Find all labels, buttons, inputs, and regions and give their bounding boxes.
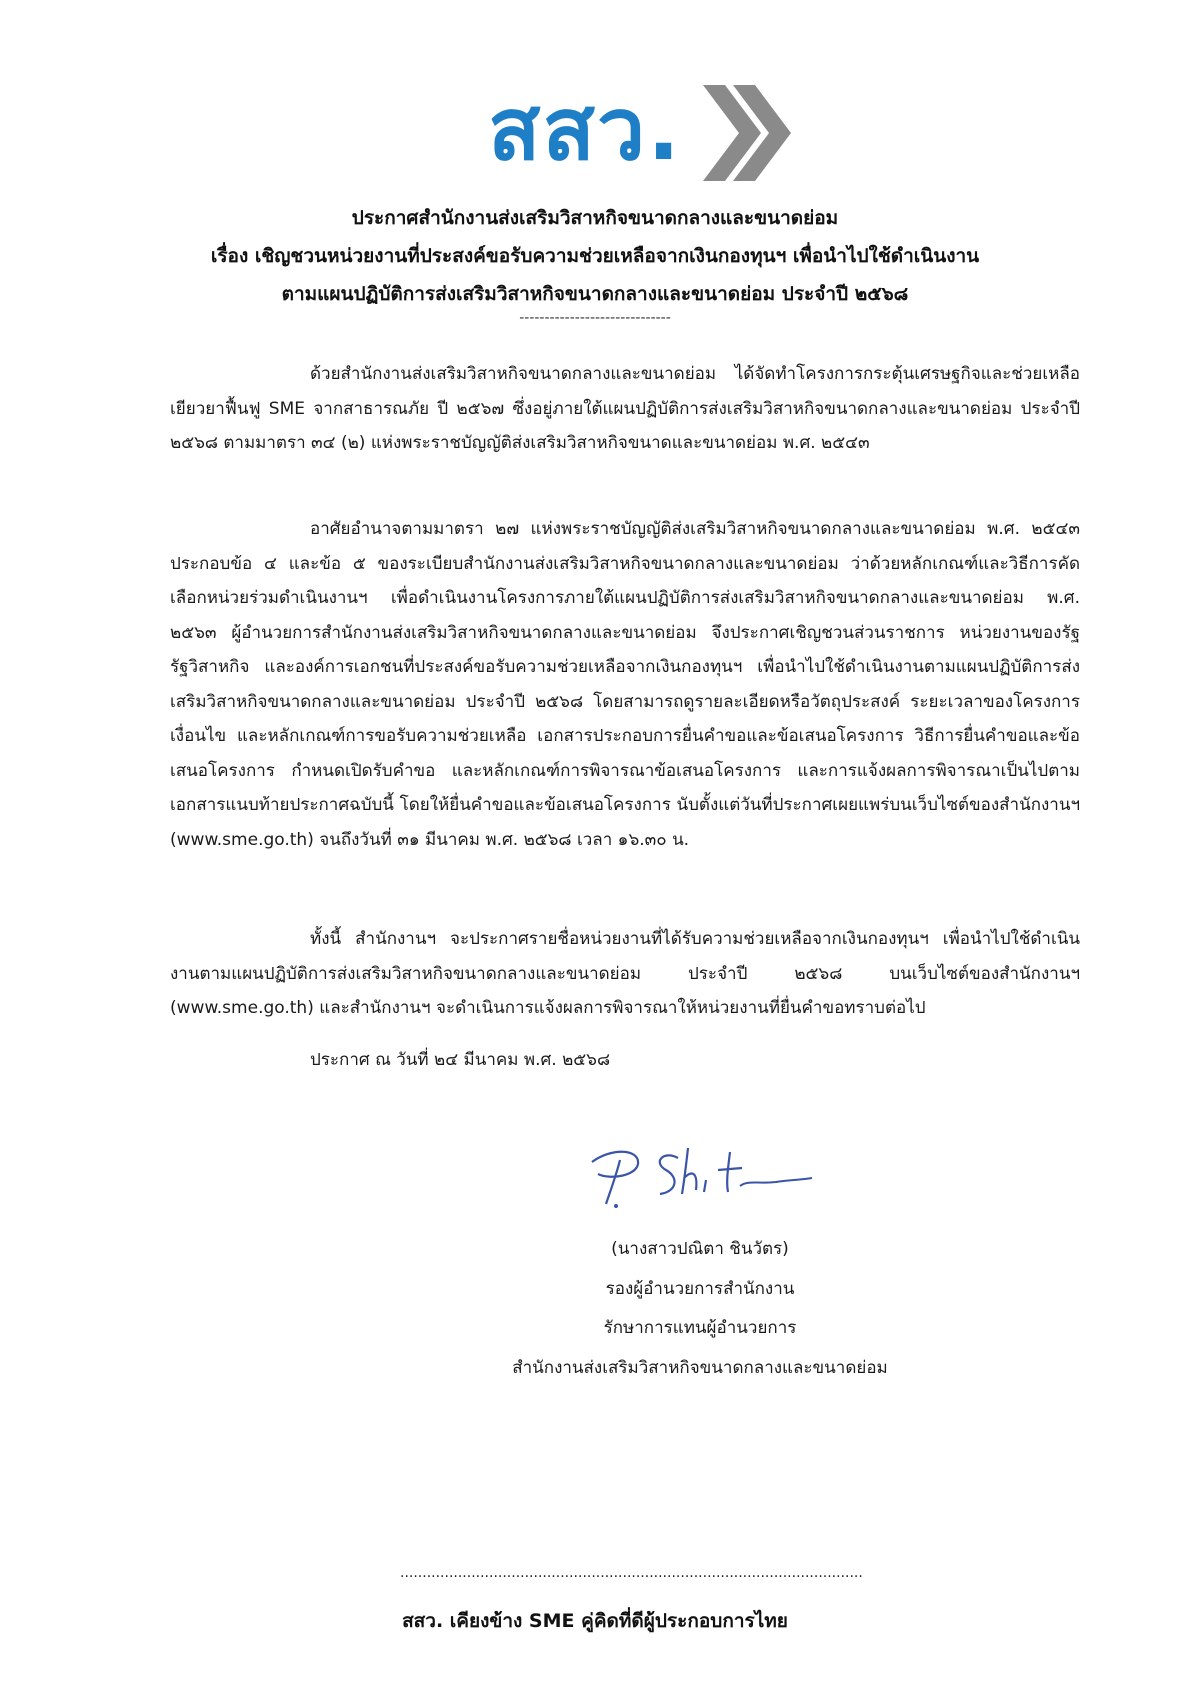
signatory-name: (นางสาวปณิตา ชินวัตร) [611, 1239, 789, 1259]
announcement-title: ประกาศสำนักงานส่งเสริมวิสาหกิจขนาดกลางและขนาดย่อม [351, 207, 839, 229]
paragraph-1 [170, 357, 1080, 461]
signatory-acting: รักษาการแทนผู้อำนวยการ [603, 1318, 797, 1338]
announcement-subject-cont: ตามแผนปฏิบัติการส่งเสริมวิสาหกิจขนาดกลางและขนาดย่อม ประจำปี ๒๕๖๘ [281, 283, 909, 305]
paragraph-1-text: ด้วยสำนักงานส่งเสริมวิสาหกิจขนาดกลางและขนาดย่อม ได้จัดทำโครงการกระตุ้นเศรษฐกิจและช่วยเหลือเยียวยาฟื้นฟู SME จากสาธารณภัย ปี ๒๕๖๗ ซึ่งอยู่ภายใต้แผนปฏิบัติการส่งเสริมวิสาหกิจขนาดกลางและขนาดย่อม ประจำปี ๒๕๖๘ ตามมาตรา ๓๔ (๒) แห่งพระราชบัญญัติส่งเสริมวิสาหกิจขนาดและขนาดย่อม พ.ศ. ๒๕๔๓ [170, 364, 1080, 453]
paragraph-2-text: อาศัยอำนาจตามมาตรา ๒๗ แห่งพระราชบัญญัติส่งเสริมวิสาหกิจขนาดกลางและขนาดย่อม พ.ศ. ๒๕๔๓ ประกอบข้อ ๔ และข้อ ๕ ของระเบียบสำนักงานส่งเสริมวิสาหกิจขนาดกลางและขนาดย่อม ว่าด้วยหลักเกณฑ์และวิธีการคัดเลือกหน่วยร่วมดำเนินงานฯ เพื่อดำเนินงานโครงการภายใต้แผนปฏิบัติการส่งเสริมวิสาหกิจขนาดกลางและขนาดย่อม พ.ศ. ๒๕๖๓ ผู้อำนวยการสำนักงานส่งเสริมวิสาหกิจขนาดกลางและขนาดย่อม จึงประกาศเชิญชวนส่วนราชการ หน่วยงานของรัฐ รัฐวิสาหกิจ และองค์การเอกชนที่ประสงค์ขอรับความช่วยเหลือจากเงินกองทุนฯ เพื่อนำไปใช้ดำเนินงานตามแผนปฏิบัติการส่งเสริมวิสาหกิจขนาดกลางและขนาดย่อม ประจำปี ๒๕๖๘ โดยสามารถดูรายละเอียดหรือวัตถุประสงค์ ระยะเวลาของโครงการ เงื่อนไข และหลักเกณฑ์การขอรับความช่วยเหลือ เอกสารประกอบการยื่นคำขอและข้อเสนอโครงการ วิธีการยื่นคำขอและข้อเสนอโครงการ กำหนดเปิดรับคำขอ และหลักเกณฑ์การพิจารณาข้อเสนอโครงการ และการแจ้งผลการพิจารณาเป็นไปตามเอกสารแนบท้ายประกาศฉบับนี้ โดยให้ยื่นคำขอและข้อเสนอโครงการ นับตั้งแต่วันที่ประกาศเผยแพร่บนเว็บไซต์ของสำนักงานฯ (www.sme.go.th) จนถึงวันที่ ๓๑ มีนาคม พ.ศ. ๒๕๖๘ เวลา ๑๖.๓๐ น. [170, 519, 1080, 850]
signatory-position: รองผู้อำนวยการสำนักงาน [605, 1279, 795, 1299]
double-chevron-icon [703, 85, 795, 181]
sme-logo [488, 80, 798, 190]
logo-text: สสว. [488, 80, 682, 180]
handwritten-signature [580, 1140, 820, 1210]
footer-divider: ........................................................................................................ [400, 1565, 863, 1581]
paragraph-2 [170, 512, 1080, 857]
announcement-subject: เรื่อง เชิญชวนหน่วยงานที่ประสงค์ขอรับความช่วยเหลือจากเงินกองทุนฯ เพื่อนำไปใช้ดำเนินงาน [210, 245, 980, 267]
paragraph-3 [170, 922, 1080, 1026]
signatory-office: สำนักงานส่งเสริมวิสาหกิจขนาดกลางและขนาดย่อม [512, 1358, 888, 1378]
announcement-date: ประกาศ ณ วันที่ ๒๔ มีนาคม พ.ศ. ๒๕๖๘ [310, 1050, 611, 1070]
footer-slogan: สสว. เคียงข้าง SME คู่คิดที่ดีผู้ประกอบการไทย [402, 1610, 788, 1632]
header-divider: ------------------------------ [519, 310, 671, 326]
paragraph-3-text: ทั้งนี้ สำนักงานฯ จะประกาศรายชื่อหน่วยงานที่ได้รับความช่วยเหลือจากเงินกองทุนฯ เพื่อนำไปใช้ดำเนินงานตามแผนปฏิบัติการส่งเสริมวิสาหกิจขนาดกลางและขนาดย่อม ประจำปี ๒๕๖๘ บนเว็บไซต์ของสำนักงานฯ (www.sme.go.th) และสำนักงานฯ จะดำเนินการแจ้งผลการพิจารณาให้หน่วยงานที่ยื่นคำขอทราบต่อไป [170, 929, 1080, 1018]
